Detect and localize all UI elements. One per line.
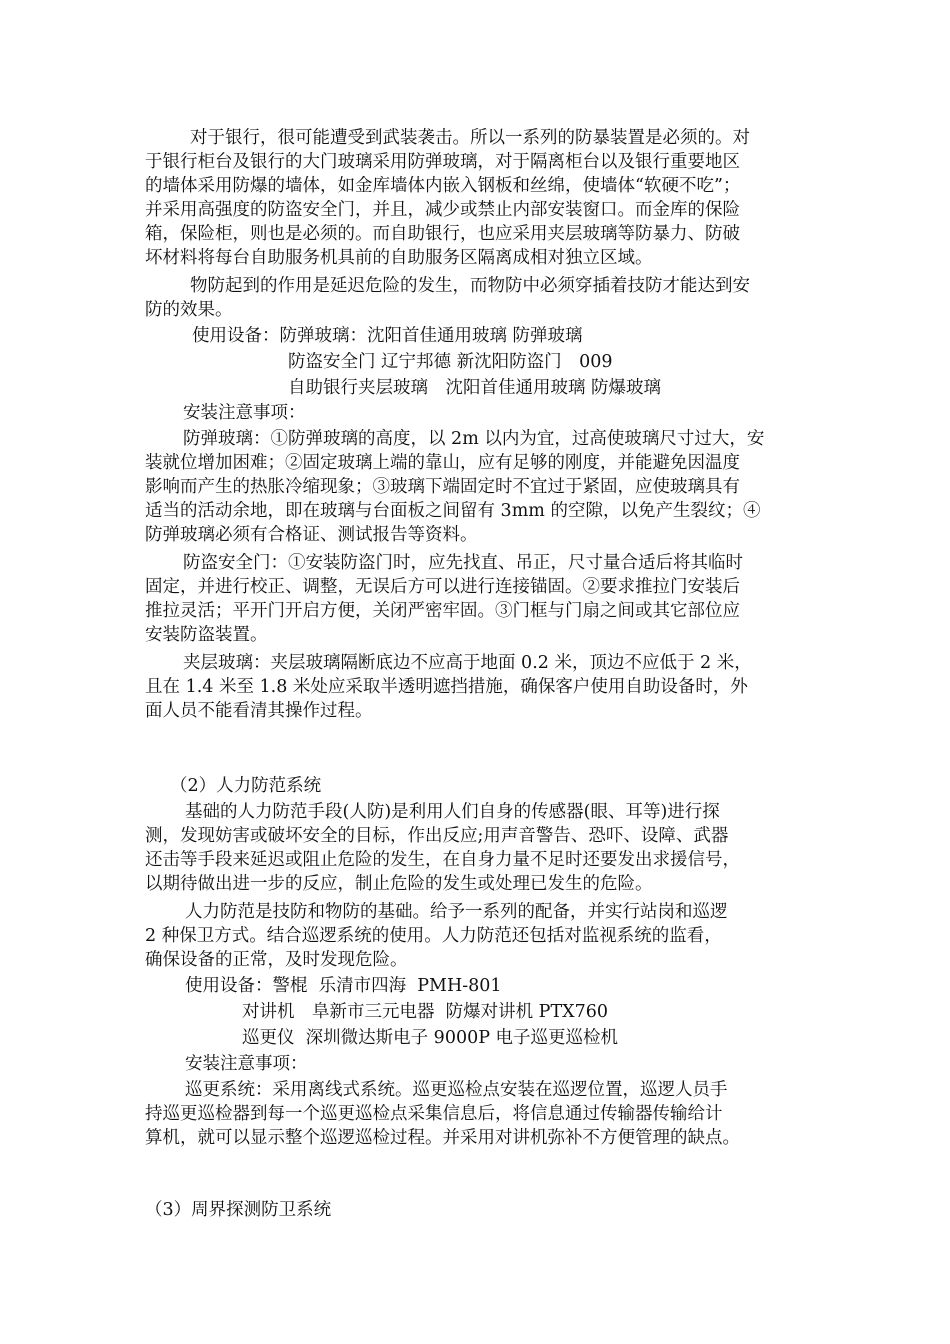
text-line: 物防起到的作用是延迟危险的发生，而物防中必须穿插着技防才能达到安 [190,276,750,296]
text-line: 防弹玻璃：①防弹玻璃的高度，以 2m 以内为宜，过高使玻璃尺寸过大，安 [183,429,765,449]
text-line: 防的效果。 [145,300,233,320]
text-line: 防弹玻璃必须有合格证、测试报告等资料。 [145,525,478,545]
text-line: 安装防盗装置。 [145,625,268,645]
text-line: 基础的人力防范手段(人防)是利用人们自身的传感器(眼、耳等)进行探 [185,802,720,822]
section-heading-perimeter-detection: （3）周界探测防卫系统 [145,1200,332,1220]
text-line: 还击等手段来延迟或阻止危险的发生，在自身力量不足时还要发出求援信号， [145,850,740,870]
text-line: 2 种保卫方式。结合巡逻系统的使用。人力防范还包括对监视系统的监看， [145,926,722,946]
equipment-item: 巡更仪 深圳微达斯电子 9000P 电子巡更巡检机 [242,1028,619,1048]
equipment-item: 自助银行夹层玻璃 沈阳首佳通用玻璃 防爆玻璃 [288,378,662,398]
text-line: 面人员不能看清其操作过程。 [145,701,373,721]
equipment-item: 使用设备：警棍 乐清市四海 PMH-801 [185,976,502,996]
text-line: 防盗安全门：①安装防盗门时，应先找直、吊正，尺寸量合适后将其临时 [183,553,743,573]
text-line: 以期待做出进一步的反应，制止危险的发生或处理已发生的危险。 [145,874,653,894]
text-line: 算机，就可以显示整个巡逻巡检过程。并采用对讲机弥补不方便管理的缺点。 [145,1128,740,1148]
text-line: 箱，保险柜，则也是必须的。而自助银行，也应采用夹层玻璃等防暴力、防破 [145,224,740,244]
equipment-item: 对讲机 阜新市三元电器 防爆对讲机 PTX760 [242,1002,608,1022]
text-line: 且在 1.4 米至 1.8 米处应采取半透明遮挡措施，确保客户使用自助设备时，外 [145,677,748,697]
text-line: 对于银行，很可能遭受到武装袭击。所以一系列的防暴装置是必须的。对 [190,128,750,148]
text-line: 坏材料将每台自助服务机具前的自助服务区隔离成相对独立区域。 [145,248,653,268]
equipment-item: 防盗安全门 辽宁邦德 新沈阳防盗门 009 [288,352,613,372]
text-line: 固定，并进行校正、调整，无误后方可以进行连接锚固。②要求推拉门安装后 [145,577,740,597]
text-line: 影响而产生的热胀冷缩现象；③玻璃下端固定时不宜过于紧固，应使玻璃具有 [145,477,740,497]
text-line: 于银行柜台及银行的大门玻璃采用防弹玻璃，对于隔离柜台以及银行重要地区 [145,152,740,172]
text-line: 确保设备的正常，及时发现危险。 [145,950,408,970]
text-line: 巡更系统：采用离线式系统。巡更巡检点安装在巡逻位置，巡逻人员手 [185,1080,728,1100]
text-line: 夹层玻璃：夹层玻璃隔断底边不应高于地面 0.2 米，顶边不应低于 2 米， [183,653,752,673]
text-line: 适当的活动余地，即在玻璃与台面板之间留有 3mm 的空隙，以免产生裂纹；④ [145,501,761,521]
text-line: 测，发现妨害或破坏安全的目标，作出反应;用声音警告、恐吓、设障、武器 [145,826,729,846]
text-line: 持巡更巡检器到每一个巡更巡检点采集信息后，将信息通过传输器传输给计 [145,1104,723,1124]
text-line: 的墙体采用防爆的墙体，如金库墙体内嵌入钢板和丝绵，使墙体“软硬不吃”； [145,176,741,196]
installation-notes-heading: 安装注意事项： [185,1054,308,1074]
equipment-item: 使用设备：防弹玻璃：沈阳首佳通用玻璃 防弹玻璃 [192,326,583,346]
section-heading-human-protection: （2）人力防范系统 [170,776,322,796]
text-line: 推拉灵活；平开门开启方便，关闭严密牢固。③门框与门扇之间或其它部位应 [145,601,740,621]
text-line: 装就位增加困难；②固定玻璃上端的靠山，应有足够的刚度，并能避免因温度 [145,453,740,473]
installation-notes-heading: 安装注意事项： [183,403,306,423]
text-line: 并采用高强度的防盗安全门，并且，减少或禁止内部安装窗口。而金库的保险 [145,200,740,220]
text-line: 人力防范是技防和物防的基础。给予一系列的配备，并实行站岗和巡逻 [185,902,728,922]
